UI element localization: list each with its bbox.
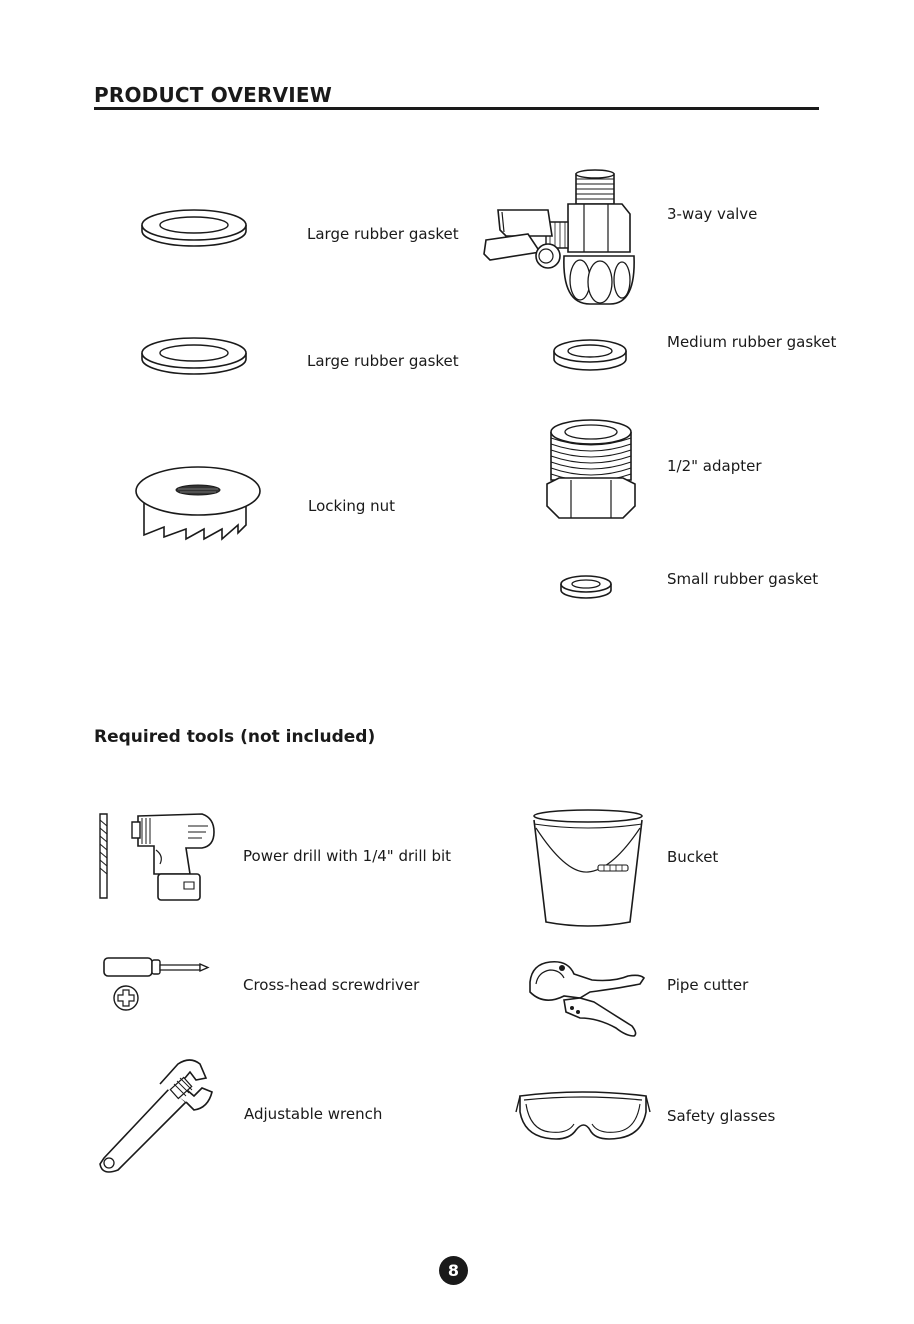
pipe-cutter-icon [524, 956, 648, 1040]
adjustable-wrench-icon [96, 1054, 218, 1176]
locking-nut-label: Locking nut [308, 497, 396, 515]
power-drill-label: Power drill with 1/4" drill bit [243, 847, 452, 865]
safety-glasses-label: Safety glasses [667, 1107, 776, 1125]
medium-rubber-gasket-label: Medium rubber gasket [667, 333, 837, 351]
required-tools-heading: Required tools (not included) [94, 727, 376, 747]
title-underline [94, 107, 819, 110]
small-rubber-gasket-icon [558, 572, 614, 602]
safety-glasses-icon [516, 1086, 650, 1152]
adjustable-wrench-label: Adjustable wrench [244, 1105, 383, 1123]
page-number-badge: 8 [439, 1256, 468, 1285]
adapter-label: 1/2" adapter [667, 457, 762, 475]
large-rubber-gasket-icon [138, 335, 250, 377]
page-title: PRODUCT OVERVIEW [94, 83, 333, 107]
three-way-valve-icon [480, 170, 636, 310]
cross-head-screwdriver-icon [100, 954, 212, 1012]
bucket-label: Bucket [667, 848, 719, 866]
bucket-icon [526, 806, 650, 930]
large-rubber-gasket-label-1: Large rubber gasket [307, 225, 459, 243]
pipe-cutter-label: Pipe cutter [667, 976, 749, 994]
medium-rubber-gasket-icon [551, 336, 629, 374]
adapter-icon [543, 418, 639, 524]
large-rubber-gasket-label-2: Large rubber gasket [307, 352, 459, 370]
power-drill-icon [94, 810, 220, 902]
small-rubber-gasket-label: Small rubber gasket [667, 570, 819, 588]
three-way-valve-label: 3-way valve [667, 205, 758, 223]
cross-head-screwdriver-label: Cross-head screwdriver [243, 976, 420, 994]
large-rubber-gasket-icon [138, 205, 250, 247]
locking-nut-icon [134, 463, 262, 545]
